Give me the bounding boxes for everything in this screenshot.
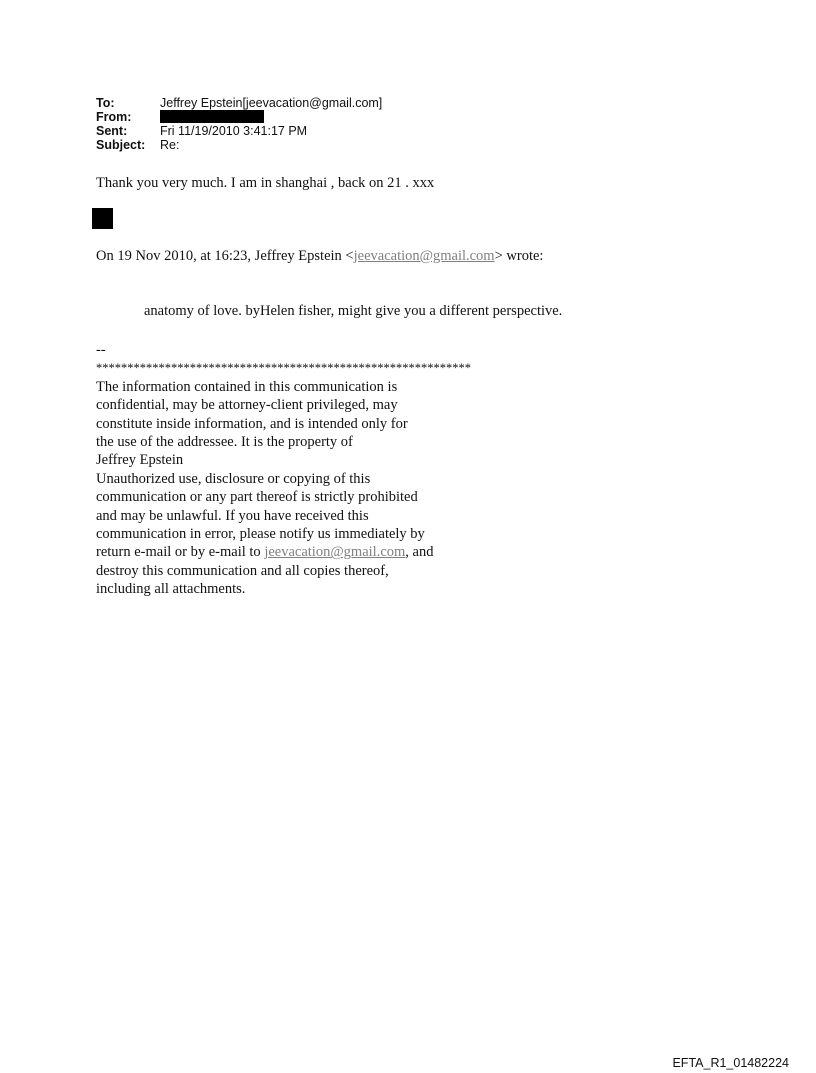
subject-value: Re:: [160, 138, 180, 152]
disclaimer-line: communication or any part thereof is strictly prohibited: [96, 489, 418, 506]
disclaimer-line: constitute inside information, and is intended only for: [96, 415, 408, 432]
email-header: [96, 96, 382, 152]
sent-label: Sent:: [96, 124, 128, 138]
disclaimer-line: confidential, may be attorney-client privileged, may: [96, 397, 398, 414]
sent-value: Fri 11/19/2010 3:41:17 PM: [160, 124, 308, 138]
to-label: To:: [96, 96, 115, 110]
subject-label: Subject:: [96, 138, 146, 152]
disclaimer-line: and may be unlawful. If you have received this: [96, 507, 369, 524]
redaction-bar: [160, 110, 264, 123]
disclaimer-line: destroy this communication and all copies thereof,: [96, 562, 389, 579]
disclaimer: [96, 341, 471, 599]
disclaimer-line: including all attachments.: [96, 581, 246, 598]
disclaimer-line: the use of the addressee. It is the property of: [96, 434, 353, 451]
disclaimer-line: Jeffrey Epstein: [96, 452, 184, 469]
quoted-message: anatomy of love. byHelen fisher, might give you a different perspective.: [144, 303, 563, 319]
disclaimer-stars: ************************************************************: [96, 361, 471, 376]
disclaimer-email-suffix: , and: [405, 544, 434, 561]
sent-row: [96, 124, 382, 138]
to-value: Jeffrey Epstein[jeevacation@gmail.com]: [160, 96, 383, 110]
disclaimer-line: Unauthorized use, disclosure or copying of this: [96, 470, 371, 487]
disclaimer-line: communication in error, please notify us immediately by: [96, 526, 425, 543]
signature-redaction-block: [92, 208, 113, 229]
message-body: Thank you very much. I am in shanghai , back on 21 . xxx: [96, 175, 435, 191]
reply-suffix: > wrote:: [494, 248, 544, 264]
disclaimer-email-link[interactable]: jeevacation@gmail.com: [264, 544, 406, 561]
disclaimer-email-prefix: return e-mail or by e-mail to: [96, 544, 265, 561]
reply-attribution: [96, 248, 543, 265]
reply-email-link[interactable]: jeevacation@gmail.com: [353, 248, 495, 264]
disclaimer-dashes: --: [96, 342, 106, 358]
disclaimer-line: The information contained in this communication is: [96, 378, 398, 395]
document-id: EFTA_R1_01482224: [672, 1056, 789, 1070]
disclaimer-email-line: [96, 543, 471, 561]
reply-prefix: On 19 Nov 2010, at 16:23, Jeffrey Epstein <: [96, 248, 354, 264]
from-row: [96, 110, 382, 124]
to-row: [96, 96, 382, 110]
from-label: From:: [96, 110, 132, 124]
from-value-redacted: [160, 110, 264, 124]
subject-row: [96, 138, 382, 152]
